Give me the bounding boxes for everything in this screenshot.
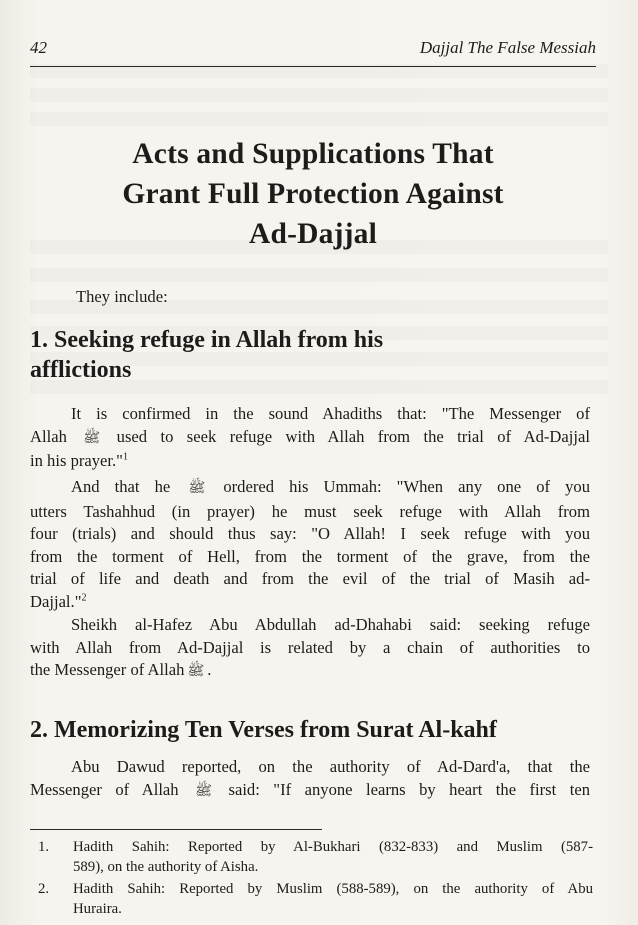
running-title: Dajjal The False Messiah [419, 38, 596, 57]
footnote-line: Huraira. [73, 901, 122, 917]
text-line: the Messenger of Allah ﷺ . [30, 659, 590, 684]
text-fragment: Messenger of Allah [30, 779, 179, 799]
text-fragment: Dajjal." [30, 591, 82, 611]
section-heading-line: afflictions [30, 357, 132, 383]
chapter-title-line: Grant Full Protection Against [122, 178, 504, 210]
footnote-line: Hadith Sahih: Reported by Al-Bukhari (832-833) and Muslim (587- [73, 839, 593, 855]
text-line: four (trials) and should thus say: "O Allah! I seek refuge with you [30, 524, 590, 543]
text-line: Sheikh al-Hafez Abu Abdullah ad-Dhahabi said: seeking refuge [71, 615, 590, 634]
text-fragment: in his prayer." [30, 451, 123, 470]
text-fragment: And that he [71, 477, 171, 496]
footnote-line: 589), on the authority of Aisha. [73, 859, 259, 875]
footnote-rule [30, 829, 322, 830]
chapter-title-line: Ad-Dajjal [249, 218, 377, 250]
text-fragment: ordered his Ummah: "When any one of you [223, 477, 591, 496]
footnote-ref: 2 [81, 591, 87, 603]
text-line: utters Tashahhud (in prayer) he must seek refuge with Allah from [30, 501, 590, 521]
salutation-icon: ﷺ [188, 481, 206, 496]
section-2-heading: 2. Memorizing Ten Verses from Surat Al-kahf [30, 717, 497, 743]
salutation-icon: ﷺ [187, 664, 205, 679]
bleed-through [30, 112, 608, 126]
section-1-heading [30, 325, 596, 385]
paragraph [30, 756, 590, 803]
bleed-through [30, 88, 608, 102]
text-line: It is confirmed in the sound Ahadiths that: "The Messenger of [71, 404, 590, 423]
footnote-text [73, 879, 593, 919]
text-line: from the torment of Hell, from the torment of the grave, from the [30, 546, 590, 566]
text-fragment: the Messenger of Allah [30, 660, 185, 679]
footnote [38, 879, 594, 921]
bleed-through [30, 268, 608, 282]
page-number: 42 [30, 38, 47, 57]
chapter-title-line: Acts and Supplications That [132, 138, 494, 170]
text-line: trial of life and death and from the evil of the trial of Masih ad- [30, 569, 590, 588]
footnote-ref: 1 [122, 451, 128, 463]
text-line: Abu Dawud reported, on the authority of Ad-Dard'a, that the [71, 757, 590, 776]
text-fragment: used to seek refuge with Allah from the trial of Ad-Dajjal [116, 426, 590, 446]
salutation-icon: ﷺ [195, 783, 213, 799]
footnote-number: 2. [38, 881, 50, 897]
paragraph [30, 403, 590, 473]
footnote-line: Hadith Sahih: Reported by Muslim (588-589), on the authority of Abu [73, 881, 593, 897]
text-line: with Allah from Ad-Dajjal is related by a chain of authorities to [30, 637, 590, 657]
section-heading-line: 1. Seeking refuge in Allah from his [30, 327, 384, 353]
text-line [30, 476, 590, 501]
text-fragment: Allah [30, 426, 67, 446]
salutation-icon: ﷺ [83, 430, 101, 446]
paragraph [30, 614, 590, 684]
footnote-text [73, 837, 593, 877]
footnote [38, 837, 594, 879]
chapter-title [30, 134, 596, 254]
text-fragment: said: "If anyone learns by heart the first ten [228, 779, 590, 799]
intro-text: They include: [76, 287, 168, 306]
text-line [30, 591, 590, 614]
paragraph [30, 476, 590, 613]
text-line [30, 450, 590, 473]
running-header [30, 36, 596, 67]
text-line [30, 426, 590, 451]
text-line [30, 779, 590, 804]
footnote-number: 1. [38, 839, 50, 855]
